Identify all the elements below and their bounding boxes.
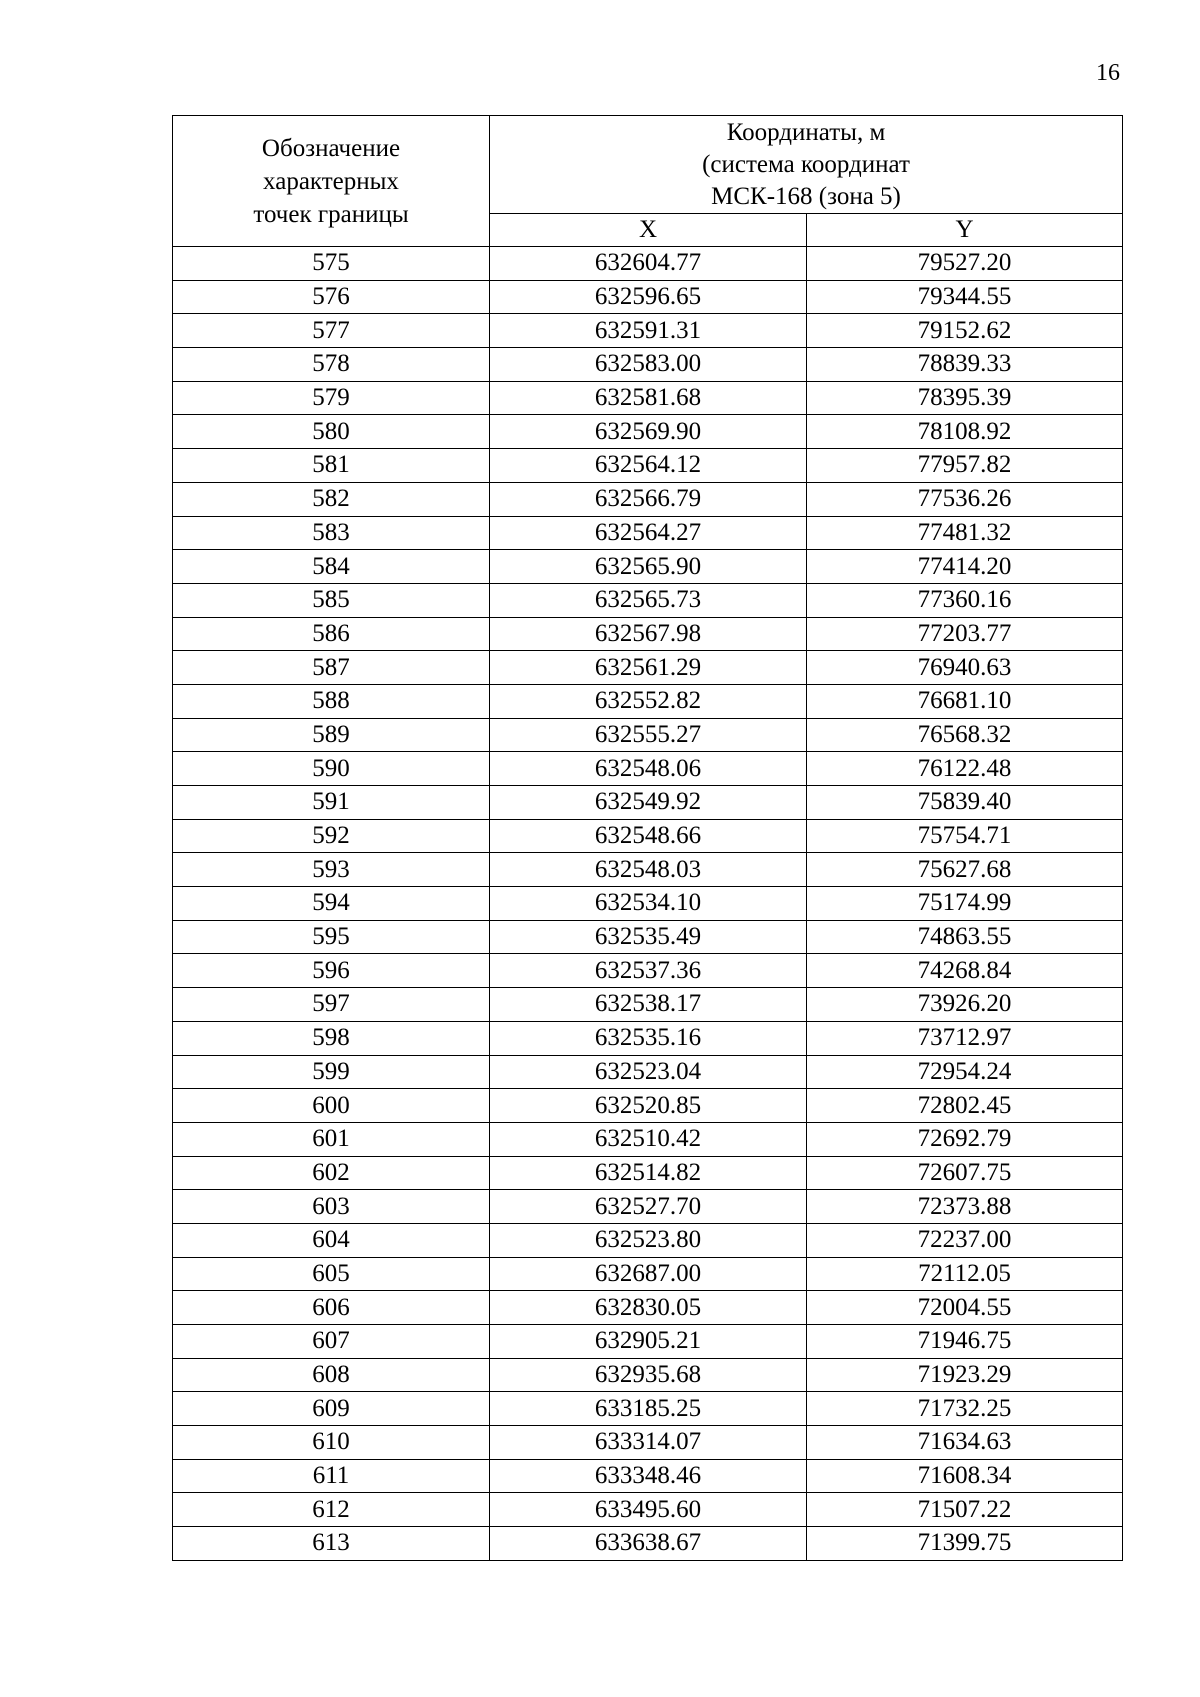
cell-y: 79344.55 (807, 280, 1123, 314)
table-row (173, 1392, 1123, 1426)
table-row (173, 1325, 1123, 1359)
table-row (173, 314, 1123, 348)
coordinates-table (172, 115, 1123, 1561)
cell-y: 72237.00 (807, 1223, 1123, 1257)
cell-point: 612 (173, 1493, 490, 1527)
cell-x: 633348.46 (490, 1459, 807, 1493)
cell-point: 606 (173, 1291, 490, 1325)
header-row-main (173, 116, 1123, 214)
header-designation-line: характерных (263, 167, 399, 195)
cell-y: 76940.63 (807, 651, 1123, 685)
table-row (173, 819, 1123, 853)
cell-point: 584 (173, 550, 490, 584)
cell-y: 78108.92 (807, 415, 1123, 449)
table-row (173, 684, 1123, 718)
cell-point: 608 (173, 1358, 490, 1392)
table-row (173, 1527, 1123, 1561)
cell-point: 610 (173, 1426, 490, 1460)
cell-x: 632561.29 (490, 651, 807, 685)
cell-y: 79152.62 (807, 314, 1123, 348)
cell-y: 71923.29 (807, 1358, 1123, 1392)
cell-x: 632523.04 (490, 1055, 807, 1089)
cell-point: 594 (173, 887, 490, 921)
cell-y: 72004.55 (807, 1291, 1123, 1325)
table-row (173, 617, 1123, 651)
cell-y: 76568.32 (807, 718, 1123, 752)
cell-x: 632565.73 (490, 583, 807, 617)
cell-y: 71399.75 (807, 1527, 1123, 1561)
cell-x: 633314.07 (490, 1426, 807, 1460)
cell-x: 632535.49 (490, 920, 807, 954)
cell-point: 596 (173, 954, 490, 988)
cell-x: 632830.05 (490, 1291, 807, 1325)
table-row (173, 1358, 1123, 1392)
cell-x: 632523.80 (490, 1223, 807, 1257)
cell-x: 633495.60 (490, 1493, 807, 1527)
table-row (173, 954, 1123, 988)
header-designation-line: точек границы (253, 200, 409, 228)
header-y: Y (807, 214, 1123, 247)
cell-y: 74863.55 (807, 920, 1123, 954)
cell-y: 78395.39 (807, 381, 1123, 415)
header-coords-line: МСК-168 (зона 5) (711, 182, 901, 210)
cell-point: 583 (173, 516, 490, 550)
table-row (173, 348, 1123, 382)
table-row (173, 718, 1123, 752)
cell-y: 76122.48 (807, 752, 1123, 786)
cell-x: 632535.16 (490, 1021, 807, 1055)
cell-point: 587 (173, 651, 490, 685)
cell-x: 632548.06 (490, 752, 807, 786)
cell-point: 595 (173, 920, 490, 954)
cell-x: 632604.77 (490, 247, 807, 281)
cell-y: 77481.32 (807, 516, 1123, 550)
table-row (173, 853, 1123, 887)
cell-point: 593 (173, 853, 490, 887)
cell-point: 604 (173, 1223, 490, 1257)
cell-x: 632564.27 (490, 516, 807, 550)
table-row (173, 449, 1123, 483)
cell-y: 72954.24 (807, 1055, 1123, 1089)
cell-y: 73926.20 (807, 988, 1123, 1022)
table-row (173, 1493, 1123, 1527)
table-row (173, 1257, 1123, 1291)
cell-y: 75754.71 (807, 819, 1123, 853)
cell-y: 74268.84 (807, 954, 1123, 988)
cell-y: 73712.97 (807, 1021, 1123, 1055)
table-row (173, 651, 1123, 685)
table-row (173, 516, 1123, 550)
cell-x: 632514.82 (490, 1156, 807, 1190)
cell-y: 72607.75 (807, 1156, 1123, 1190)
table-header (173, 116, 1123, 247)
cell-x: 632566.79 (490, 482, 807, 516)
cell-x: 632548.66 (490, 819, 807, 853)
table-row (173, 752, 1123, 786)
cell-point: 607 (173, 1325, 490, 1359)
table-row (173, 280, 1123, 314)
cell-point: 582 (173, 482, 490, 516)
cell-x: 632935.68 (490, 1358, 807, 1392)
table-row (173, 1291, 1123, 1325)
cell-x: 632527.70 (490, 1190, 807, 1224)
header-coords-line: (система координат (702, 150, 910, 178)
cell-y: 76681.10 (807, 684, 1123, 718)
table-row (173, 920, 1123, 954)
cell-y: 71507.22 (807, 1493, 1123, 1527)
cell-x: 632591.31 (490, 314, 807, 348)
cell-y: 72112.05 (807, 1257, 1123, 1291)
table-row (173, 1223, 1123, 1257)
cell-point: 575 (173, 247, 490, 281)
cell-y: 77414.20 (807, 550, 1123, 584)
cell-x: 632510.42 (490, 1122, 807, 1156)
cell-x: 632520.85 (490, 1089, 807, 1123)
cell-point: 577 (173, 314, 490, 348)
cell-point: 578 (173, 348, 490, 382)
table-row (173, 1190, 1123, 1224)
cell-x: 632569.90 (490, 415, 807, 449)
table-row (173, 415, 1123, 449)
cell-y: 72692.79 (807, 1122, 1123, 1156)
cell-point: 589 (173, 718, 490, 752)
cell-y: 71634.63 (807, 1426, 1123, 1460)
cell-point: 588 (173, 684, 490, 718)
header-x: X (490, 214, 807, 247)
table-row (173, 381, 1123, 415)
cell-x: 632583.00 (490, 348, 807, 382)
cell-x: 632905.21 (490, 1325, 807, 1359)
cell-y: 71608.34 (807, 1459, 1123, 1493)
cell-x: 632549.92 (490, 786, 807, 820)
cell-y: 78839.33 (807, 348, 1123, 382)
cell-point: 591 (173, 786, 490, 820)
table-row (173, 1459, 1123, 1493)
page-number: 16 (1096, 60, 1120, 86)
cell-y: 75839.40 (807, 786, 1123, 820)
table-body (173, 247, 1123, 1561)
cell-y: 75627.68 (807, 853, 1123, 887)
table-row (173, 1156, 1123, 1190)
cell-x: 632687.00 (490, 1257, 807, 1291)
table-row (173, 550, 1123, 584)
cell-y: 71732.25 (807, 1392, 1123, 1426)
cell-x: 632548.03 (490, 853, 807, 887)
cell-x: 633638.67 (490, 1527, 807, 1561)
cell-point: 580 (173, 415, 490, 449)
cell-y: 77360.16 (807, 583, 1123, 617)
header-coords-line: Координаты, м (726, 118, 886, 146)
table-row (173, 1122, 1123, 1156)
cell-x: 633185.25 (490, 1392, 807, 1426)
cell-x: 632596.65 (490, 280, 807, 314)
cell-y: 77957.82 (807, 449, 1123, 483)
cell-y: 75174.99 (807, 887, 1123, 921)
cell-point: 599 (173, 1055, 490, 1089)
cell-point: 603 (173, 1190, 490, 1224)
cell-point: 585 (173, 583, 490, 617)
table-row (173, 482, 1123, 516)
table-row (173, 1089, 1123, 1123)
cell-x: 632534.10 (490, 887, 807, 921)
cell-y: 71946.75 (807, 1325, 1123, 1359)
cell-y: 77203.77 (807, 617, 1123, 651)
cell-point: 592 (173, 819, 490, 853)
cell-point: 613 (173, 1527, 490, 1561)
cell-x: 632555.27 (490, 718, 807, 752)
table-row (173, 887, 1123, 921)
cell-x: 632567.98 (490, 617, 807, 651)
cell-point: 586 (173, 617, 490, 651)
cell-x: 632537.36 (490, 954, 807, 988)
cell-x: 632565.90 (490, 550, 807, 584)
table-row (173, 988, 1123, 1022)
cell-point: 602 (173, 1156, 490, 1190)
cell-y: 77536.26 (807, 482, 1123, 516)
table-row (173, 247, 1123, 281)
cell-x: 632538.17 (490, 988, 807, 1022)
table-row (173, 1021, 1123, 1055)
cell-point: 581 (173, 449, 490, 483)
cell-point: 597 (173, 988, 490, 1022)
cell-x: 632581.68 (490, 381, 807, 415)
cell-y: 72373.88 (807, 1190, 1123, 1224)
cell-point: 576 (173, 280, 490, 314)
table-row (173, 1426, 1123, 1460)
cell-point: 611 (173, 1459, 490, 1493)
header-point-designation (173, 116, 490, 247)
cell-point: 590 (173, 752, 490, 786)
header-coordinates (490, 116, 1123, 214)
cell-y: 79527.20 (807, 247, 1123, 281)
cell-point: 605 (173, 1257, 490, 1291)
table-row (173, 1055, 1123, 1089)
header-designation-line: Обозначение (261, 134, 401, 162)
cell-point: 579 (173, 381, 490, 415)
cell-point: 609 (173, 1392, 490, 1426)
table-row (173, 583, 1123, 617)
table-row (173, 786, 1123, 820)
cell-point: 601 (173, 1122, 490, 1156)
cell-x: 632552.82 (490, 684, 807, 718)
cell-point: 598 (173, 1021, 490, 1055)
cell-y: 72802.45 (807, 1089, 1123, 1123)
cell-point: 600 (173, 1089, 490, 1123)
cell-x: 632564.12 (490, 449, 807, 483)
